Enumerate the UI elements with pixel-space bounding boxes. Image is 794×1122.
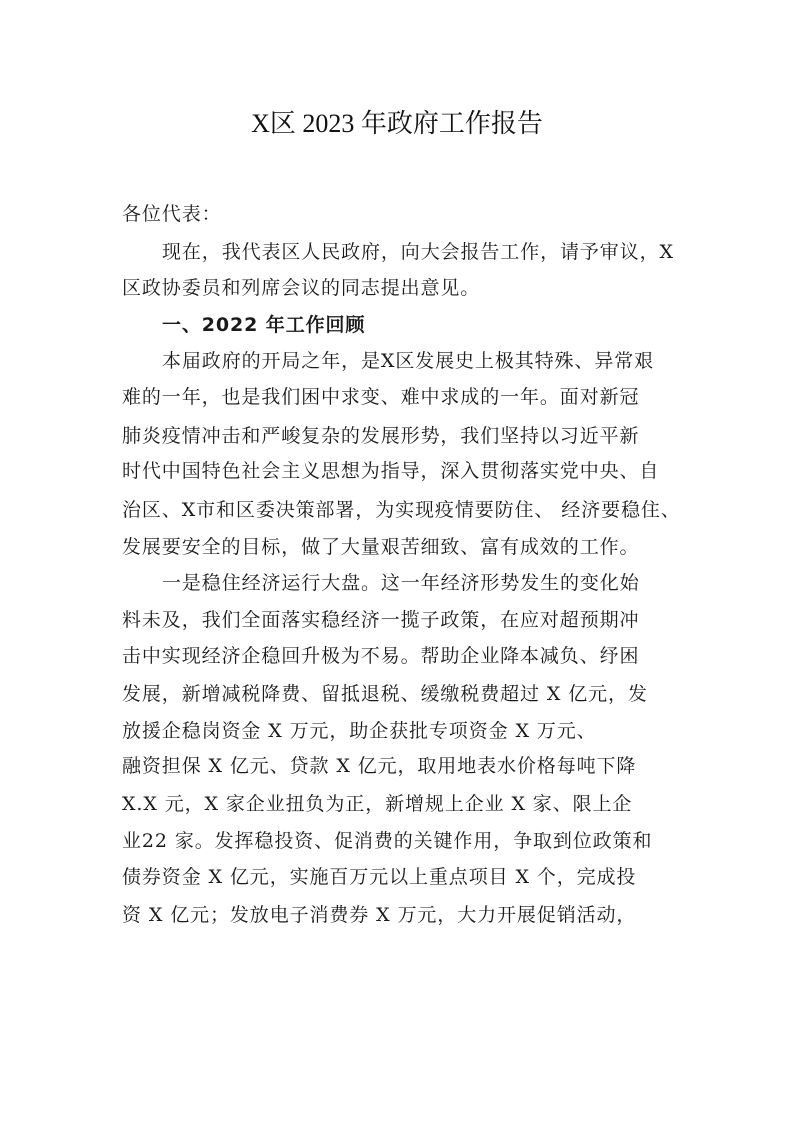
paragraph-line: 放援企稳岗资金 X 万元，助企获批专项资金 X 万元、 [122,720,597,742]
paragraph-line: 区政协委员和列席会议的同志提出意见。 [122,277,481,299]
paragraph-line: X.X 元，X 家企业扭负为正，新增规上企业 X 家、限上企 [122,793,633,815]
paragraph-line: 债券资金 X 亿元，实施百万元以上重点项目 X 个，完成投 [122,866,637,888]
paragraph-line: 本届政府的开局之年，是X区发展史上极其特殊、异常艰 [162,350,655,372]
paragraph-line: 业22 家。发挥稳投资、促消费的关键作用，争取到位政策和 [122,830,653,852]
paragraph-line: 一是稳住经济运行大盘。这一年经济形势发生的变化始 [162,572,640,594]
paragraph-line: 资 X 亿元；发放电子消费券 X 万元，大力开展促销活动， [122,904,637,926]
paragraph-line: 发展要安全的目标，做了大量艰苦细致、富有成效的工作。 [122,536,640,558]
paragraph-line: 肺炎疫情冲击和严峻复杂的发展形势，我们坚持以习近平新 [122,425,640,447]
document-title: X区 2023 年政府工作报告 [251,109,543,138]
paragraph-line: 料未及，我们全面落实稳经济一揽子政策，在应对超预期冲 [122,609,640,631]
paragraph-line: 时代中国特色社会主义思想为指导，深入贯彻落实党中央、自 [122,460,660,482]
section-heading: 一、2022 年工作回顾 [162,314,366,336]
paragraph-line: 难的一年，也是我们困中求变、难中求成的一年。面对新冠 [122,386,640,408]
salutation: 各位代表： [122,203,222,225]
paragraph-line: 现在，我代表区人民政府，向大会报告工作，请予审议，X [162,241,674,263]
paragraph-line: 发展，新增减税降费、留抵退税、缓缴税费超过 X 亿元，发 [122,683,648,705]
paragraph-line: 治区、X市和区委决策部署，为实现疫情要防住、 经济要稳住、 [122,499,681,521]
paragraph-line: 融资担保 X 亿元、贷款 X 亿元，取用地表水价格每吨下降 [122,755,637,777]
paragraph-line: 击中实现经济企稳回升极为不易。帮助企业降本减负、纾困 [122,645,640,667]
